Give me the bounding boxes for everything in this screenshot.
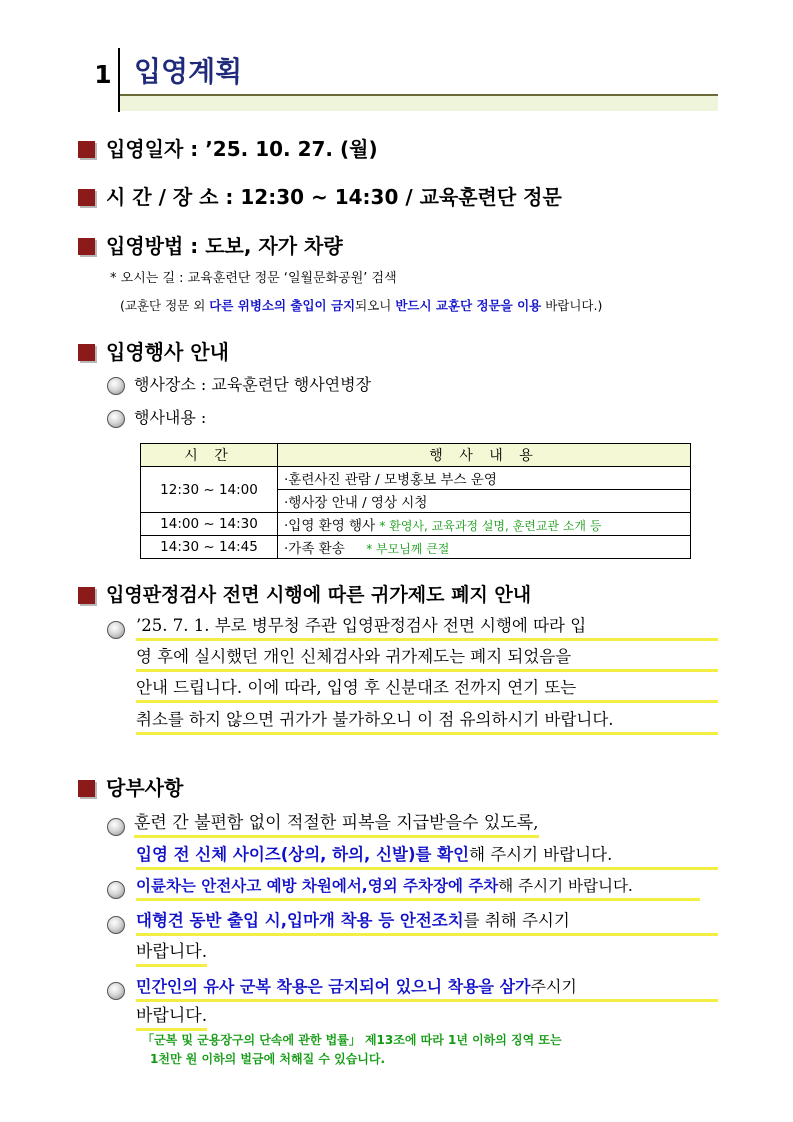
note-text: 를 취해 주시기: [463, 911, 570, 930]
square-bullet-icon: [78, 189, 95, 206]
gate-note-emphasis: 반드시 교훈단 정문을 이용: [395, 298, 542, 313]
abolish-line: 취소를 하지 않으면 귀가가 불가하오니 이 점 유의하시기 바랍니다.: [136, 708, 718, 735]
table-item-note: * 환영사, 교육과정 설명, 훈련교관 소개 등: [379, 519, 602, 533]
abolish-heading: 입영판정검사 전면 시행에 따른 귀가제도 폐지 안내: [106, 584, 532, 606]
law-note: 「군복 및 군용장구의 단속에 관한 법률」 제13조에 따라 1년 이하의 징역 또는: [142, 1033, 562, 1047]
note-1-line: 훈련 간 불편함 없이 적절한 피복을 지급받을수 있도록,: [134, 811, 539, 838]
round-bullet-icon: [107, 818, 125, 836]
table-header-row: [141, 444, 691, 467]
round-bullet-icon: [107, 916, 125, 934]
note-text: 해 주시기 바랍니다.: [498, 877, 633, 895]
note-text: 주시기: [530, 977, 577, 996]
notes-heading: 당부사항: [106, 776, 184, 800]
gate-note-part: (교훈단 정문 외: [120, 298, 210, 313]
table-cell-item: ·훈련사진 관람 / 모병홍보 부스 운영: [278, 467, 691, 490]
note-1-line: [136, 843, 718, 870]
table-header: 행 사 내 용: [278, 444, 691, 467]
note-4-line: [136, 975, 718, 1002]
entry-method: 입영방법 : 도보, 자가 차량: [106, 234, 343, 258]
section-number: 1: [94, 60, 112, 89]
note-2-line: [136, 874, 700, 901]
square-bullet-icon: [78, 238, 95, 255]
note-3-line: 바랍니다.: [136, 940, 207, 967]
time-place: 시 간 / 장 소 : 12:30 ~ 14:30 / 교육훈련단 정문: [106, 185, 562, 209]
table-cell-time: 14:00 ~ 14:30: [141, 513, 278, 536]
page-title: 입영계획: [134, 55, 243, 88]
gate-note-part: 되오니: [355, 298, 396, 313]
square-bullet-icon: [78, 344, 95, 361]
event-heading: 입영행사 안내: [106, 340, 229, 364]
method-note-gate: [120, 295, 602, 317]
note-4-line: 바랍니다.: [136, 1004, 207, 1031]
event-place: 행사장소 : 교육훈련단 행사연병장: [134, 375, 372, 394]
table-item-text: ·가족 환송: [284, 541, 345, 557]
table-row: [141, 536, 691, 559]
table-row: [141, 467, 691, 490]
round-bullet-icon: [107, 982, 125, 1000]
abolish-line: 안내 드립니다. 이에 따라, 입영 후 신분대조 전까지 연기 또는: [136, 676, 718, 703]
abolish-line: ’25. 7. 1. 부로 병무청 주관 입영판정검사 전면 시행에 따라 입: [136, 614, 718, 641]
round-bullet-icon: [107, 410, 125, 428]
note-emphasis: 민간인의 유사 군복 착용은 금지되어 있으니 착용을 삼가: [136, 977, 531, 996]
gate-note-emphasis: 다른 위병소의 출입이 금지: [209, 298, 356, 313]
abolish-line: 영 후에 실시했던 개인 신체검사와 귀가제도는 폐지 되었음을: [136, 645, 718, 672]
table-row: [141, 513, 691, 536]
table-item-note: * 부모님께 큰절: [366, 542, 450, 556]
note-emphasis: 대형견 동반 출입 시,입마개 착용 등 안전조치: [136, 911, 464, 930]
table-cell-time: 14:30 ~ 14:45: [141, 536, 278, 559]
note-emphasis: 이륜차는 안전사고 예방 차원에서,영외 주차장에 주차: [136, 877, 499, 895]
gate-note-part: 바랍니다.): [541, 298, 603, 313]
table-cell-item: [278, 536, 691, 559]
header-underline-bar: [120, 94, 718, 111]
entry-date: 입영일자 : ’25. 10. 27. (월): [106, 137, 378, 161]
table-header: 시 간: [141, 444, 278, 467]
event-content-label: 행사내용 :: [134, 408, 207, 427]
event-schedule-table: [140, 443, 691, 559]
round-bullet-icon: [107, 621, 125, 639]
round-bullet-icon: [107, 881, 125, 899]
note-3-line: [136, 909, 718, 936]
table-cell-time: 12:30 ~ 14:00: [141, 467, 278, 513]
square-bullet-icon: [78, 780, 95, 797]
table-cell-item: ·행사장 안내 / 영상 시청: [278, 490, 691, 513]
note-text: 해 주시기 바랍니다.: [469, 845, 613, 864]
table-item-text: ·입영 환영 행사: [284, 518, 376, 534]
round-bullet-icon: [107, 377, 125, 395]
law-note: 1천만 원 이하의 벌금에 처해질 수 있습니다.: [150, 1052, 386, 1066]
table-cell-item: [278, 513, 691, 536]
note-emphasis: 입영 전 신체 사이즈(상의, 하의, 신발)를 확인: [136, 845, 470, 864]
square-bullet-icon: [78, 141, 95, 158]
square-bullet-icon: [78, 587, 95, 604]
method-note-directions: * 오시는 길 : 교육훈련단 정문 ‘일월문화공원’ 검색: [110, 271, 397, 286]
